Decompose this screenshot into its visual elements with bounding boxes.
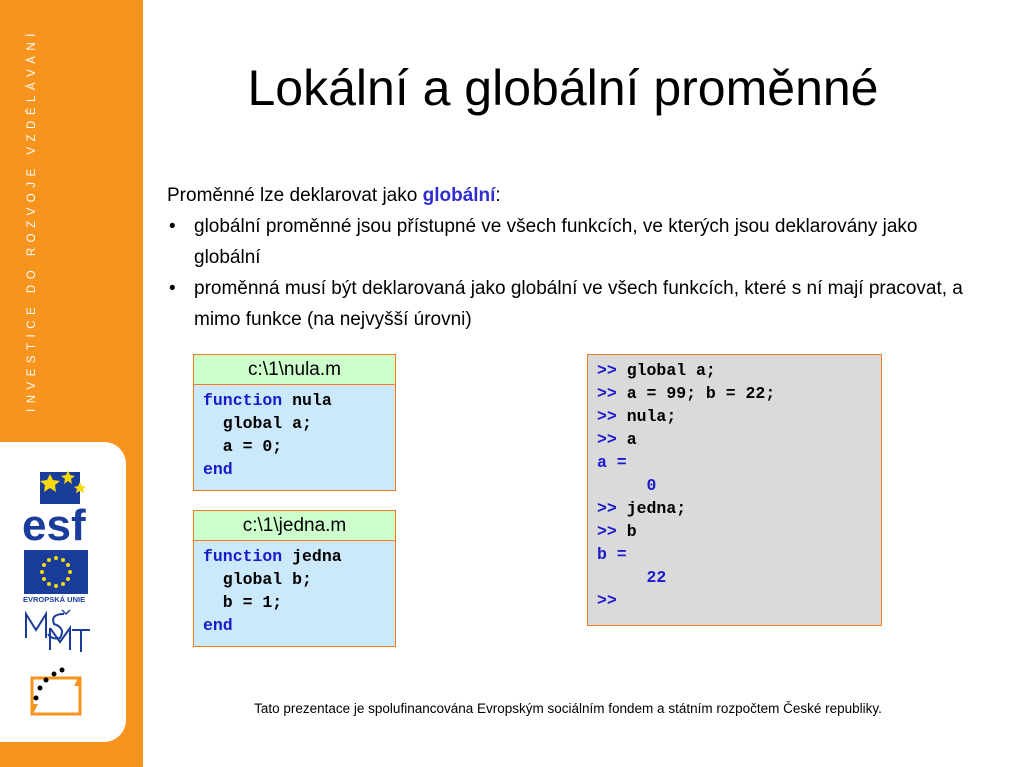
console-prompt: >> [597, 407, 617, 426]
console-result: b = [597, 545, 627, 564]
console-prompt: >> [597, 430, 617, 449]
console-command: a [616, 430, 637, 449]
eu-flag-logo [23, 550, 88, 604]
bullet-item [167, 211, 987, 273]
file-path: c:\1\jedna.m [194, 511, 395, 541]
file-path: c:\1\nula.m [194, 355, 395, 385]
msmt-logo [26, 610, 90, 652]
bullet-list [167, 211, 987, 335]
console-prompt: >> [597, 522, 617, 541]
matlab-console [587, 354, 882, 626]
code-block [194, 541, 395, 646]
console-result: a = [597, 453, 627, 472]
intro-lead-after: : [495, 185, 501, 206]
bullet-text: proměnná musí být deklarovaná jako globální ve všech funkcích, které s ní mají pracovat, a mimo funkce (na nejvyšší úrovni) [194, 278, 963, 330]
intro-lead-before: Proměnné lze deklarovat jako [167, 185, 423, 206]
console-command: jedna; [616, 499, 687, 518]
code-text: a = 0; [203, 437, 283, 456]
bullet-marker: • [169, 216, 176, 237]
sidebar-vertical-text: INVESTICE DO ROZVOJE VZDĚLÁVÁNÍ [26, 28, 38, 412]
logos [0, 442, 126, 742]
file-jedna [193, 510, 396, 647]
console-prompt: >> [597, 591, 617, 610]
code-text: nula [282, 391, 332, 410]
console-result: 0 [597, 476, 657, 495]
intro-text [167, 180, 987, 335]
arrows-logo [30, 668, 82, 715]
code-block [194, 385, 395, 490]
console-command: nula; [616, 407, 677, 426]
console-prompt: >> [597, 384, 617, 403]
console-output [588, 355, 881, 616]
code-keyword: end [203, 616, 233, 635]
bullet-item [167, 273, 987, 335]
footer-text: Tato prezentace je spolufinancována Evropským sociálním fondem a státním rozpočtem České republiky. [254, 701, 882, 716]
bullet-text: globální proměnné jsou přístupné ve všech funkcích, ve kterých jsou deklarovány jako globální [194, 216, 918, 268]
console-command: b [616, 522, 637, 541]
code-keyword: function [203, 391, 283, 410]
console-result: 22 [597, 568, 667, 587]
code-text: b = 1; [203, 593, 283, 612]
svg-text:esf: esf [22, 501, 86, 550]
console-prompt: >> [597, 361, 617, 380]
sidebar [0, 0, 143, 767]
file-nula [193, 354, 396, 491]
svg-text:EVROPSKÁ UNIE: EVROPSKÁ UNIE [23, 595, 86, 604]
code-keyword: end [203, 460, 233, 479]
console-command: a = 99; b = 22; [616, 384, 776, 403]
intro-lead-highlight: globální [422, 185, 496, 206]
console-command: global a; [616, 361, 716, 380]
esf-logo [22, 466, 108, 550]
logo-panel [0, 442, 126, 742]
code-text: global a; [203, 414, 312, 433]
console-prompt: >> [597, 499, 617, 518]
code-text: jedna [282, 547, 342, 566]
bullet-marker: • [169, 278, 176, 299]
code-keyword: function [203, 547, 283, 566]
intro-lead [167, 180, 987, 211]
code-text: global b; [203, 570, 312, 589]
slide-title: Lokální a globální proměnné [247, 60, 879, 116]
